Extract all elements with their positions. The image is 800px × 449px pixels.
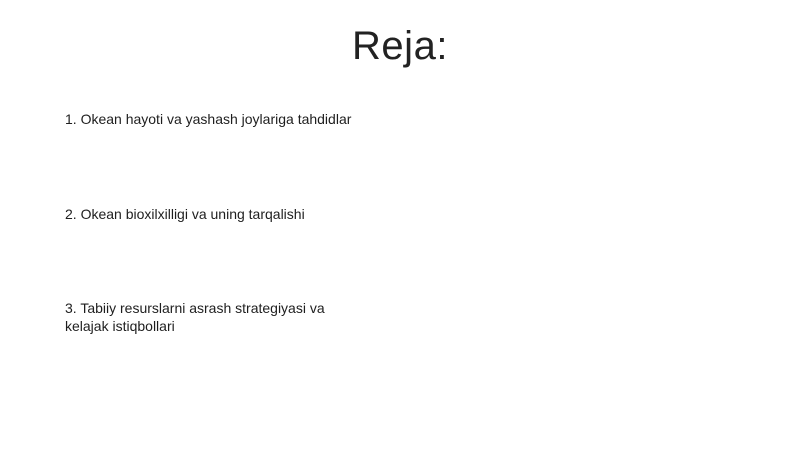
slide-title: Reja: [352,24,448,68]
plan-item-2: 2. Okean bioxilxilligi va uning tarqalishi [65,206,305,222]
plan-item-1: 1. Okean hayoti va yashash joylariga tahdidlar [65,111,352,127]
plan-item-3: 3. Tabiiy resurslarni asrash strategiyasi va kelajak istiqbollari [65,300,325,334]
